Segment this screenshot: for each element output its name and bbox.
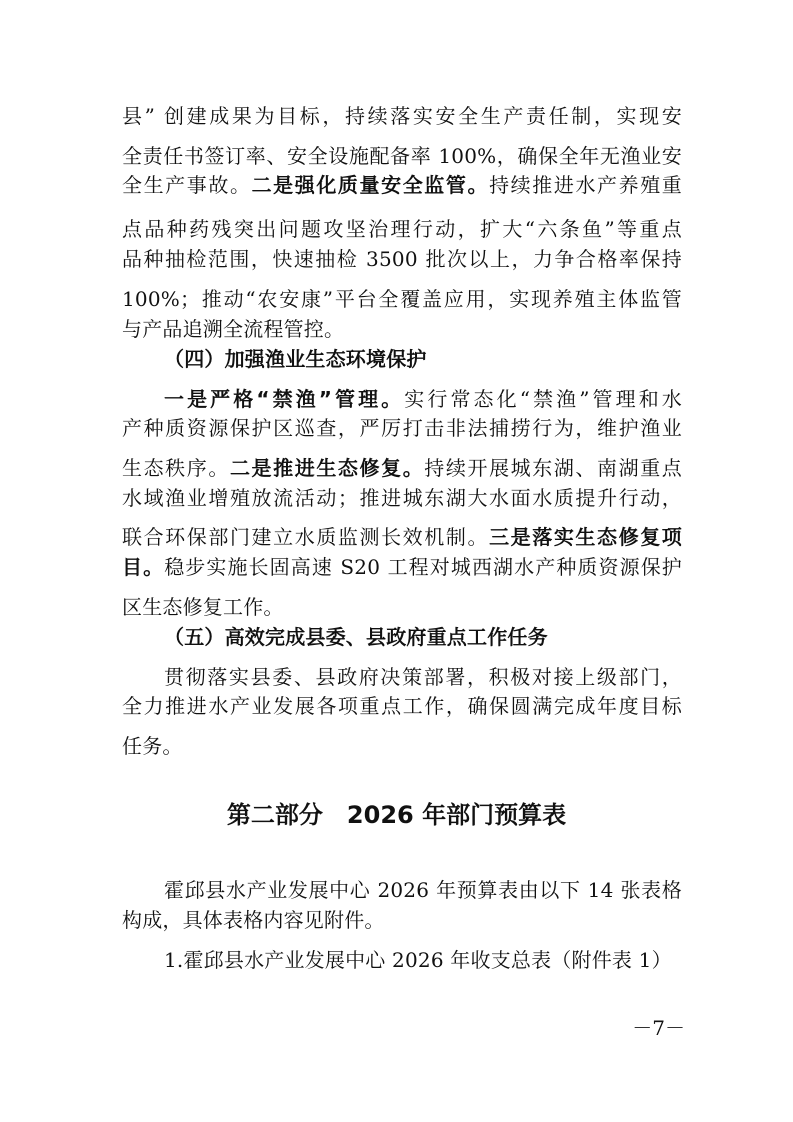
section5-line1: 贯彻落实县委、县政府决策部署，积极对接上级部门， — [164, 665, 682, 689]
section4-line3-rest: 持续开展城东湖、南湖重点 — [424, 456, 683, 480]
part2-intro-line1: 霍邱县水产业发展中心 2026 年预算表由以下 14 张表格 — [164, 878, 682, 902]
para1-line4: 点品种药残突出问题攻坚治理行动，扩大“六条鱼”等重点 — [122, 217, 682, 241]
section4-line1 — [164, 386, 682, 412]
section4-line6 — [122, 554, 682, 580]
para1-line7: 与产品追溯全流程管控。 — [122, 317, 345, 341]
section4-line3 — [122, 455, 682, 481]
section5-line3: 任务。 — [122, 734, 183, 758]
section4-line4: 水域渔业增殖放流活动；推进城东湖大水面水质提升行动， — [122, 486, 682, 510]
section4-line2: 产种质资源保护区巡查，严厉打击非法捕捞行为，维护渔业 — [122, 416, 682, 440]
section4-line6-bold: 目。 — [122, 555, 165, 579]
section4-line5-bold: 三是落实生态修复项 — [489, 525, 682, 549]
para1-line1: 县” 创建成果为目标，持续落实安全生产责任制，实现安 — [122, 104, 682, 128]
section5-heading: （五）高效完成县委、县政府重点工作任务 — [164, 625, 548, 649]
page-number: －7－ — [632, 1016, 685, 1040]
part2-title: 第二部分 2026 年部门预算表 — [226, 801, 567, 829]
section4-line3-a: 生态秩序。 — [122, 456, 230, 480]
section4-line1-bold: 一是严格“禁渔”管理。 — [164, 387, 405, 411]
para1-line3 — [122, 172, 682, 198]
para1-line3-text-c: 持续推进水产养殖重 — [489, 173, 683, 197]
section4-line1-rest: 实行常态化“禁渔”管理和水 — [404, 387, 682, 411]
para1-line3-text-a: 全生产事故。 — [122, 173, 252, 197]
section5-line2: 全力推进水产业发展各项重点工作，确保圆满完成年度目标 — [122, 694, 682, 718]
section4-line5 — [122, 524, 682, 550]
para1-line3-bold: 二是强化质量安全监管。 — [251, 173, 490, 197]
para1-line6: 100%；推动“农安康”平台全覆盖应用，实现养殖主体监管 — [122, 287, 682, 311]
section4-line5-a: 联合环保部门建立水质监测长效机制。 — [122, 525, 490, 549]
section4-line6-rest: 稳步实施长固高速 S20 工程对城西湖水产种质资源保护 — [164, 555, 682, 579]
section4-line7: 区生态修复工作。 — [122, 595, 284, 619]
section4-heading: （四）加强渔业生态环境保护 — [164, 347, 427, 371]
para1-line2: 全责任书签订率、安全设施配备率 100%，确保全年无渔业安 — [122, 144, 682, 168]
section4-line3-bold: 二是推进生态修复。 — [229, 456, 425, 480]
para1-line5: 品种抽检范围，快速抽检 3500 批次以上，力争合格率保持 — [122, 247, 682, 271]
part2-table-item1: 1.霍邱县水产业发展中心 2026 年收支总表（附件表 1） — [164, 948, 672, 972]
part2-intro-line2: 构成，具体表格内容见附件。 — [122, 908, 385, 932]
